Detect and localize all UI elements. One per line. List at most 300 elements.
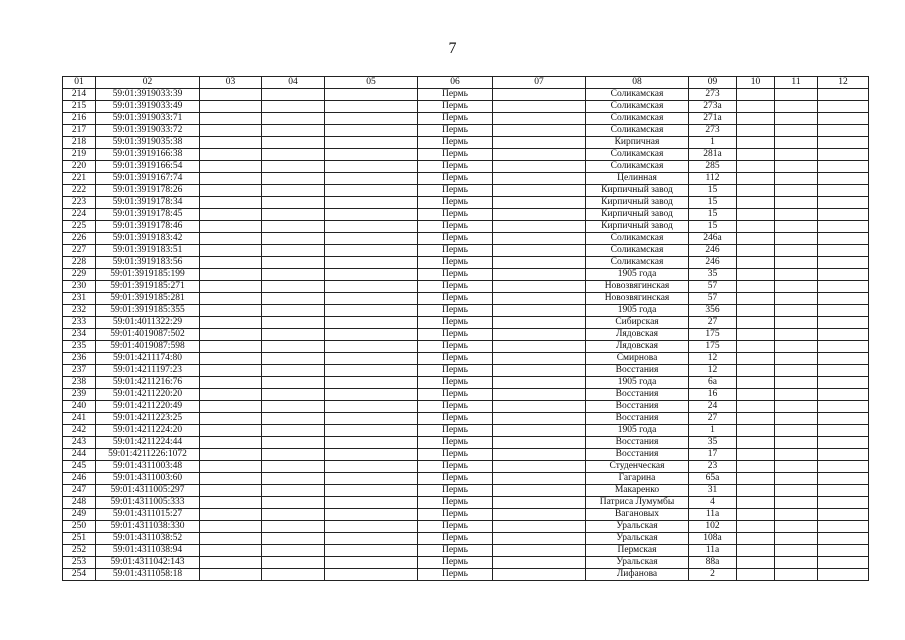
street-cell: Восстания: [586, 401, 689, 413]
empty-cell: [262, 509, 325, 521]
empty-cell: [200, 125, 262, 137]
empty-cell: [775, 545, 818, 557]
empty-cell: [775, 413, 818, 425]
empty-cell: [262, 317, 325, 329]
empty-cell: [325, 485, 418, 497]
cadastral-number-cell: 59:01:3919185:271: [96, 281, 200, 293]
empty-cell: [737, 353, 775, 365]
empty-cell: [737, 101, 775, 113]
row-number-cell: 219: [63, 149, 96, 161]
empty-cell: [200, 233, 262, 245]
street-cell: Патриса Лумумбы: [586, 497, 689, 509]
empty-cell: [325, 533, 418, 545]
row-number-cell: 246: [63, 473, 96, 485]
empty-cell: [775, 293, 818, 305]
empty-cell: [818, 221, 869, 233]
empty-cell: [818, 173, 869, 185]
empty-cell: [775, 461, 818, 473]
empty-cell: [818, 353, 869, 365]
empty-cell: [737, 461, 775, 473]
row-number-cell: 253: [63, 557, 96, 569]
empty-cell: [818, 341, 869, 353]
house-number-cell: 17: [689, 449, 737, 461]
cadastral-number-cell: 59:01:3919167:74: [96, 173, 200, 185]
empty-cell: [262, 149, 325, 161]
empty-cell: [818, 377, 869, 389]
empty-cell: [737, 233, 775, 245]
city-cell: Пермь: [418, 365, 493, 377]
empty-cell: [262, 569, 325, 581]
empty-cell: [775, 245, 818, 257]
house-number-cell: 27: [689, 413, 737, 425]
column-header: 04: [262, 77, 325, 89]
city-cell: Пермь: [418, 305, 493, 317]
column-header: 12: [818, 77, 869, 89]
empty-cell: [775, 185, 818, 197]
empty-cell: [325, 437, 418, 449]
empty-cell: [493, 149, 586, 161]
empty-cell: [737, 545, 775, 557]
cadastral-number-cell: 59:01:3919033:49: [96, 101, 200, 113]
empty-cell: [200, 389, 262, 401]
empty-cell: [200, 257, 262, 269]
city-cell: Пермь: [418, 461, 493, 473]
row-number-cell: 239: [63, 389, 96, 401]
empty-cell: [493, 353, 586, 365]
empty-cell: [737, 149, 775, 161]
street-cell: Кирпичный завод: [586, 221, 689, 233]
row-number-cell: 241: [63, 413, 96, 425]
empty-cell: [493, 305, 586, 317]
empty-cell: [325, 449, 418, 461]
row-number-cell: 240: [63, 401, 96, 413]
empty-cell: [818, 233, 869, 245]
empty-cell: [200, 281, 262, 293]
table-row: [63, 425, 869, 437]
cadastral-number-cell: 59:01:3919035:38: [96, 137, 200, 149]
city-cell: Пермь: [418, 353, 493, 365]
empty-cell: [775, 389, 818, 401]
cadastral-number-cell: 59:01:4311042:143: [96, 557, 200, 569]
empty-cell: [200, 197, 262, 209]
city-cell: Пермь: [418, 257, 493, 269]
empty-cell: [493, 317, 586, 329]
cadastral-number-cell: 59:01:4311003:48: [96, 461, 200, 473]
house-number-cell: 57: [689, 281, 737, 293]
empty-cell: [737, 269, 775, 281]
column-header: 03: [200, 77, 262, 89]
empty-cell: [493, 449, 586, 461]
empty-cell: [493, 521, 586, 533]
empty-cell: [818, 209, 869, 221]
street-cell: Восстания: [586, 449, 689, 461]
row-number-cell: 228: [63, 257, 96, 269]
table-row: [63, 233, 869, 245]
empty-cell: [200, 353, 262, 365]
cadastral-number-cell: 59:01:3919178:45: [96, 209, 200, 221]
house-number-cell: 356: [689, 305, 737, 317]
table-row: [63, 197, 869, 209]
empty-cell: [200, 425, 262, 437]
empty-cell: [262, 473, 325, 485]
empty-cell: [262, 437, 325, 449]
empty-cell: [262, 413, 325, 425]
cadastral-number-cell: 59:01:4019087:502: [96, 329, 200, 341]
empty-cell: [262, 185, 325, 197]
empty-cell: [262, 341, 325, 353]
table-row: [63, 461, 869, 473]
empty-cell: [737, 245, 775, 257]
house-number-cell: 27: [689, 317, 737, 329]
empty-cell: [262, 209, 325, 221]
cadastral-number-cell: 59:01:4211223:25: [96, 413, 200, 425]
empty-cell: [775, 209, 818, 221]
empty-cell: [818, 365, 869, 377]
row-number-cell: 254: [63, 569, 96, 581]
empty-cell: [200, 413, 262, 425]
cadastral-number-cell: 59:01:4311003:60: [96, 473, 200, 485]
row-number-cell: 244: [63, 449, 96, 461]
street-cell: Целинная: [586, 173, 689, 185]
cadastral-number-cell: 59:01:4211224:44: [96, 437, 200, 449]
column-header: 05: [325, 77, 418, 89]
city-cell: Пермь: [418, 425, 493, 437]
empty-cell: [325, 545, 418, 557]
empty-cell: [818, 569, 869, 581]
cadastral-number-cell: 59:01:4311058:18: [96, 569, 200, 581]
row-number-cell: 247: [63, 485, 96, 497]
empty-cell: [262, 101, 325, 113]
house-number-cell: 24: [689, 401, 737, 413]
house-number-cell: 175: [689, 329, 737, 341]
empty-cell: [493, 293, 586, 305]
row-number-cell: 214: [63, 89, 96, 101]
empty-cell: [200, 377, 262, 389]
street-cell: Гагарина: [586, 473, 689, 485]
city-cell: Пермь: [418, 317, 493, 329]
row-number-cell: 227: [63, 245, 96, 257]
empty-cell: [818, 185, 869, 197]
empty-cell: [493, 257, 586, 269]
house-number-cell: 102: [689, 521, 737, 533]
empty-cell: [325, 425, 418, 437]
empty-cell: [737, 89, 775, 101]
table-row: [63, 209, 869, 221]
empty-cell: [200, 509, 262, 521]
row-number-cell: 236: [63, 353, 96, 365]
street-cell: Соликамская: [586, 257, 689, 269]
empty-cell: [818, 389, 869, 401]
street-cell: Уральская: [586, 557, 689, 569]
empty-cell: [737, 437, 775, 449]
empty-cell: [325, 557, 418, 569]
house-number-cell: 15: [689, 221, 737, 233]
empty-cell: [775, 101, 818, 113]
empty-cell: [737, 137, 775, 149]
empty-cell: [775, 197, 818, 209]
city-cell: Пермь: [418, 89, 493, 101]
empty-cell: [818, 305, 869, 317]
empty-cell: [818, 101, 869, 113]
street-cell: Уральская: [586, 521, 689, 533]
city-cell: Пермь: [418, 149, 493, 161]
table-row: [63, 149, 869, 161]
empty-cell: [775, 125, 818, 137]
cadastral-number-cell: 59:01:4311038:94: [96, 545, 200, 557]
city-cell: Пермь: [418, 509, 493, 521]
row-number-cell: 226: [63, 233, 96, 245]
empty-cell: [325, 137, 418, 149]
empty-cell: [775, 521, 818, 533]
city-cell: Пермь: [418, 485, 493, 497]
street-cell: 1905 года: [586, 269, 689, 281]
empty-cell: [200, 461, 262, 473]
empty-cell: [818, 137, 869, 149]
row-number-cell: 218: [63, 137, 96, 149]
empty-cell: [737, 509, 775, 521]
empty-cell: [200, 569, 262, 581]
row-number-cell: 216: [63, 113, 96, 125]
table-row: [63, 185, 869, 197]
empty-cell: [262, 221, 325, 233]
empty-cell: [818, 281, 869, 293]
empty-cell: [200, 401, 262, 413]
table-row: [63, 557, 869, 569]
table-row: [63, 161, 869, 173]
empty-cell: [493, 401, 586, 413]
house-number-cell: 108а: [689, 533, 737, 545]
city-cell: Пермь: [418, 185, 493, 197]
empty-cell: [325, 113, 418, 125]
empty-cell: [737, 341, 775, 353]
empty-cell: [262, 197, 325, 209]
empty-cell: [262, 245, 325, 257]
empty-cell: [775, 257, 818, 269]
table-row: [63, 353, 869, 365]
empty-cell: [325, 125, 418, 137]
city-cell: Пермь: [418, 269, 493, 281]
empty-cell: [262, 269, 325, 281]
empty-cell: [775, 269, 818, 281]
row-number-cell: 248: [63, 497, 96, 509]
empty-cell: [200, 113, 262, 125]
empty-cell: [818, 269, 869, 281]
cadastral-number-cell: 59:01:3919166:54: [96, 161, 200, 173]
empty-cell: [325, 353, 418, 365]
empty-cell: [262, 137, 325, 149]
house-number-cell: 65а: [689, 473, 737, 485]
table-row: [63, 305, 869, 317]
empty-cell: [262, 89, 325, 101]
empty-cell: [262, 281, 325, 293]
city-cell: Пермь: [418, 413, 493, 425]
city-cell: Пермь: [418, 533, 493, 545]
table-row: [63, 377, 869, 389]
empty-cell: [325, 173, 418, 185]
empty-cell: [262, 353, 325, 365]
empty-cell: [325, 281, 418, 293]
empty-cell: [737, 401, 775, 413]
empty-cell: [200, 149, 262, 161]
house-number-cell: 16: [689, 389, 737, 401]
row-number-cell: 223: [63, 197, 96, 209]
empty-cell: [737, 533, 775, 545]
house-number-cell: 273а: [689, 101, 737, 113]
city-cell: Пермь: [418, 173, 493, 185]
table-row: [63, 113, 869, 125]
house-number-cell: 246: [689, 245, 737, 257]
house-number-cell: 4: [689, 497, 737, 509]
empty-cell: [325, 257, 418, 269]
empty-cell: [737, 257, 775, 269]
street-cell: Соликамская: [586, 161, 689, 173]
empty-cell: [775, 113, 818, 125]
empty-cell: [818, 89, 869, 101]
empty-cell: [818, 473, 869, 485]
empty-cell: [262, 533, 325, 545]
empty-cell: [200, 329, 262, 341]
empty-cell: [775, 89, 818, 101]
empty-cell: [262, 161, 325, 173]
row-number-cell: 243: [63, 437, 96, 449]
empty-cell: [737, 317, 775, 329]
house-number-cell: 246а: [689, 233, 737, 245]
empty-cell: [737, 365, 775, 377]
cadastral-number-cell: 59:01:4211197:23: [96, 365, 200, 377]
empty-cell: [737, 161, 775, 173]
empty-cell: [737, 293, 775, 305]
table-row: [63, 413, 869, 425]
empty-cell: [200, 101, 262, 113]
cadastral-number-cell: 59:01:3919178:46: [96, 221, 200, 233]
empty-cell: [200, 89, 262, 101]
street-cell: Лядовская: [586, 329, 689, 341]
empty-cell: [818, 401, 869, 413]
column-header: 11: [775, 77, 818, 89]
row-number-cell: 252: [63, 545, 96, 557]
table-row: [63, 509, 869, 521]
empty-cell: [737, 173, 775, 185]
column-header: 07: [493, 77, 586, 89]
empty-cell: [200, 137, 262, 149]
city-cell: Пермь: [418, 473, 493, 485]
empty-cell: [493, 125, 586, 137]
empty-cell: [493, 269, 586, 281]
empty-cell: [737, 557, 775, 569]
cadastral-number-cell: 59:01:4311015:27: [96, 509, 200, 521]
empty-cell: [737, 485, 775, 497]
empty-cell: [818, 293, 869, 305]
empty-cell: [775, 329, 818, 341]
empty-cell: [325, 329, 418, 341]
empty-cell: [493, 377, 586, 389]
empty-cell: [325, 149, 418, 161]
empty-cell: [737, 425, 775, 437]
empty-cell: [737, 305, 775, 317]
empty-cell: [493, 245, 586, 257]
row-number-cell: 245: [63, 461, 96, 473]
column-header: 01: [63, 77, 96, 89]
empty-cell: [818, 557, 869, 569]
empty-cell: [493, 557, 586, 569]
cadastral-number-cell: 59:01:4019087:598: [96, 341, 200, 353]
street-cell: Соликамская: [586, 101, 689, 113]
empty-cell: [775, 437, 818, 449]
house-number-cell: 35: [689, 437, 737, 449]
empty-cell: [262, 497, 325, 509]
empty-cell: [493, 101, 586, 113]
empty-cell: [262, 461, 325, 473]
empty-cell: [737, 389, 775, 401]
empty-cell: [325, 209, 418, 221]
page-number: 7: [448, 40, 457, 57]
empty-cell: [262, 545, 325, 557]
row-number-cell: 231: [63, 293, 96, 305]
empty-cell: [775, 305, 818, 317]
row-number-cell: 217: [63, 125, 96, 137]
empty-cell: [200, 545, 262, 557]
row-number-cell: 220: [63, 161, 96, 173]
city-cell: Пермь: [418, 209, 493, 221]
row-number-cell: 238: [63, 377, 96, 389]
table-row: [63, 569, 869, 581]
empty-cell: [262, 233, 325, 245]
street-cell: 1905 года: [586, 425, 689, 437]
house-number-cell: 23: [689, 461, 737, 473]
empty-cell: [200, 533, 262, 545]
table-row: [63, 281, 869, 293]
street-cell: Вагановых: [586, 509, 689, 521]
empty-cell: [775, 473, 818, 485]
street-cell: Новозвягинская: [586, 293, 689, 305]
cadastral-number-cell: 59:01:4211220:49: [96, 401, 200, 413]
house-number-cell: 246: [689, 257, 737, 269]
empty-cell: [775, 569, 818, 581]
empty-cell: [818, 533, 869, 545]
street-cell: Кирпичный завод: [586, 209, 689, 221]
house-number-cell: 1: [689, 137, 737, 149]
empty-cell: [325, 473, 418, 485]
empty-cell: [493, 137, 586, 149]
cadastral-number-cell: 59:01:3919183:51: [96, 245, 200, 257]
empty-cell: [737, 197, 775, 209]
empty-cell: [818, 245, 869, 257]
empty-cell: [775, 161, 818, 173]
empty-cell: [493, 413, 586, 425]
empty-cell: [200, 437, 262, 449]
empty-cell: [493, 341, 586, 353]
empty-cell: [493, 485, 586, 497]
empty-cell: [493, 437, 586, 449]
row-number-cell: 251: [63, 533, 96, 545]
empty-cell: [325, 305, 418, 317]
street-cell: Макаренко: [586, 485, 689, 497]
cadastral-number-cell: 59:01:4211224:20: [96, 425, 200, 437]
empty-cell: [775, 221, 818, 233]
empty-cell: [775, 377, 818, 389]
table-row: [63, 533, 869, 545]
empty-cell: [200, 173, 262, 185]
empty-cell: [325, 413, 418, 425]
table-row: [63, 437, 869, 449]
empty-cell: [262, 125, 325, 137]
row-number-cell: 224: [63, 209, 96, 221]
street-cell: Новозвягинская: [586, 281, 689, 293]
empty-cell: [493, 509, 586, 521]
empty-cell: [200, 317, 262, 329]
empty-cell: [493, 221, 586, 233]
city-cell: Пермь: [418, 233, 493, 245]
